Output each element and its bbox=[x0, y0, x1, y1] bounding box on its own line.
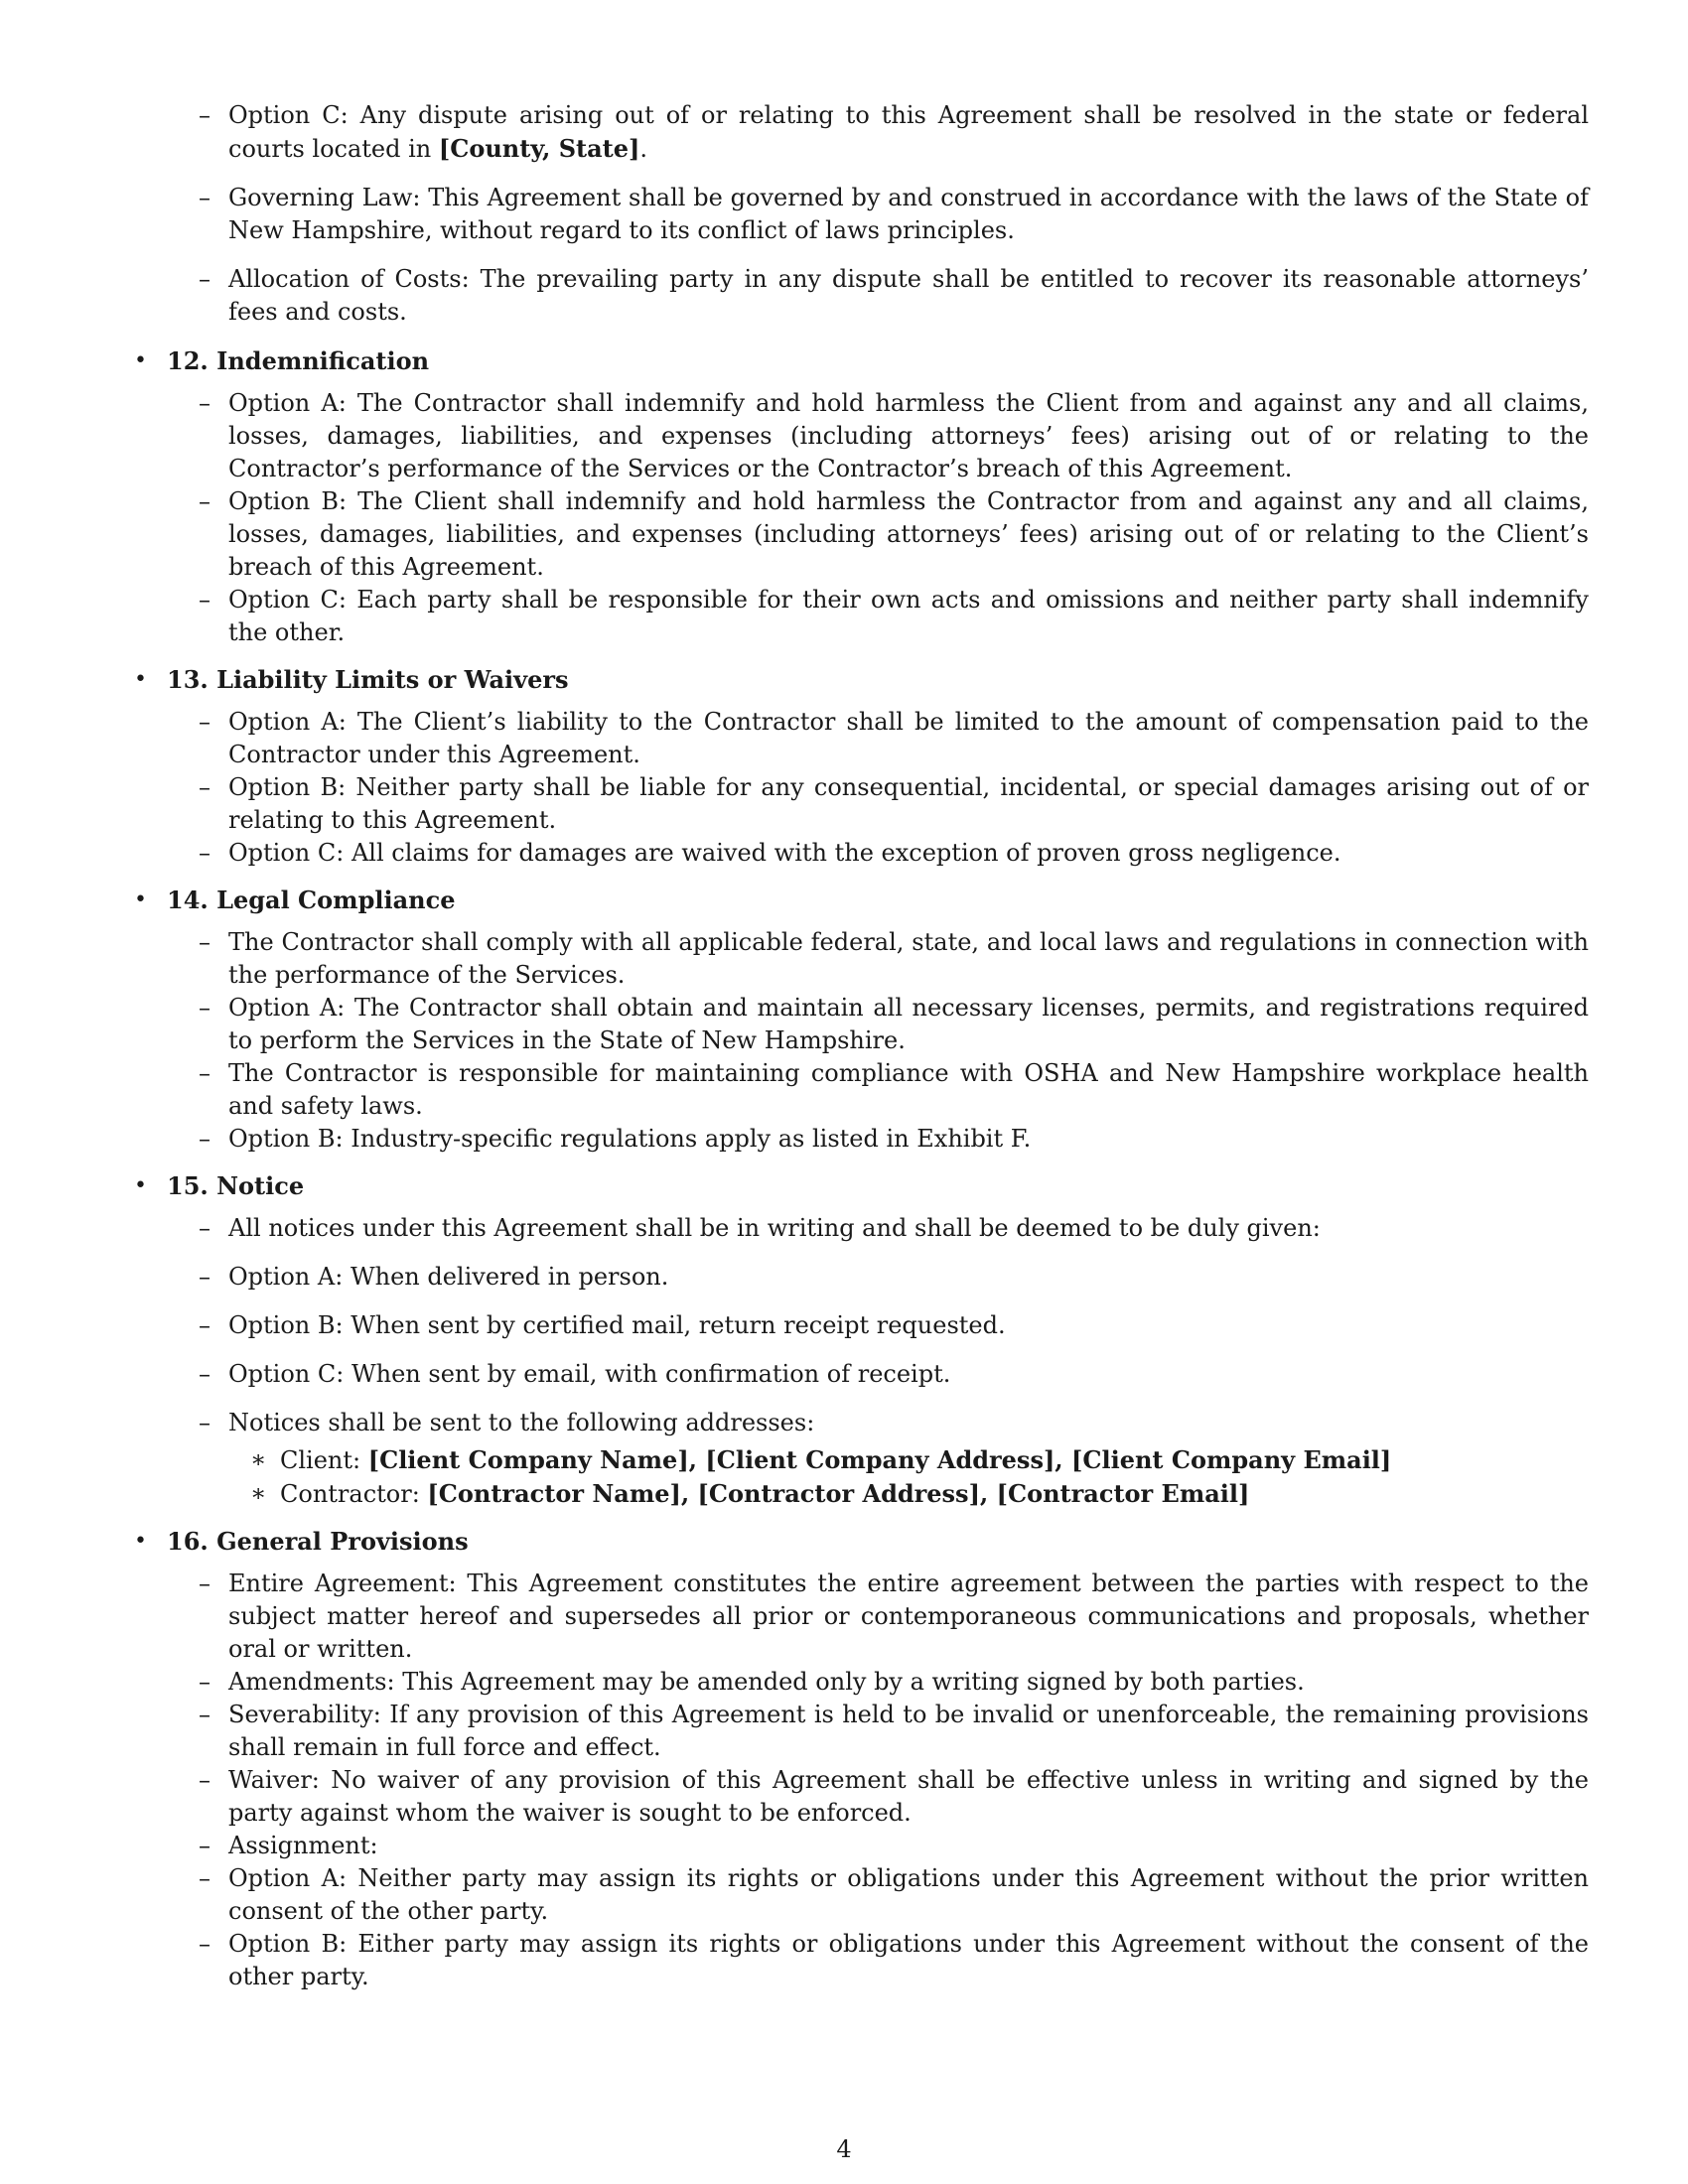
address-list bbox=[228, 1443, 1589, 1511]
dash-marker: – bbox=[199, 184, 211, 211]
list-item: – Option C: Each party shall be responsible for their own acts and omissions and neither party shall indemnify the other. bbox=[199, 586, 1589, 646]
list-item: – All notices under this Agreement shall be in writing and shall be deemed to be duly given: bbox=[199, 1214, 1321, 1242]
list-item: – Governing Law: This Agreement shall be governed by and construed in accordance with the laws of the State of New Hampshire, without regard to its conflict of laws principles. bbox=[199, 184, 1589, 244]
list-item: – Severability: If any provision of this Agreement is held to be invalid or unenforceable, the remaining provisions shall remain in full force and effect. bbox=[199, 1701, 1589, 1761]
list-item: – Amendments: This Agreement may be amended only by a writing signed by both parties. bbox=[199, 1668, 1305, 1696]
list-item: – Option A: The Contractor shall obtain and maintain all necessary licenses, permits, and registrations required to perform the Services in the State of New Hampshire. bbox=[199, 994, 1589, 1054]
list-item: – The Contractor is responsible for maintaining compliance with OSHA and New Hampshire workplace health and safety laws. bbox=[199, 1059, 1589, 1120]
list-item: – The Contractor shall comply with all applicable federal, state, and local laws and regulations in connection with the performance of the Services. bbox=[199, 928, 1589, 989]
list-item: – Option B: Either party may assign its rights or obligations under this Agreement without the consent of the other party. bbox=[199, 1930, 1589, 1990]
list-item: – Option C: When sent by email, with confirmation of receipt. bbox=[199, 1360, 951, 1388]
dash-marker: – bbox=[199, 265, 211, 293]
bullet-marker: • bbox=[134, 667, 147, 692]
section-title: 13. Liability Limits or Waivers bbox=[167, 665, 569, 694]
continued-dispute-items bbox=[134, 99, 1589, 329]
address-client: ∗ Client: [Client Company Name], [Client Company Address], [Client Company Email] bbox=[250, 1445, 1392, 1474]
section-notice bbox=[134, 1169, 1589, 1511]
list-item: – Allocation of Costs: The prevailing party in any dispute shall be entitled to recover its reasonable attorneys’ fees and costs. bbox=[199, 265, 1589, 326]
list-item: – Option C: Any dispute arising out of or relating to this Agreement shall be resolved in the state or federal courts located in [County, State]. bbox=[199, 101, 1589, 163]
list-item: – Option B: When sent by certified mail, return receipt requested. bbox=[199, 1311, 1006, 1339]
placeholder-county-state: [County, State] bbox=[438, 134, 640, 163]
asterisk-marker: ∗ bbox=[250, 1479, 267, 1507]
section-title: 15. Notice bbox=[167, 1171, 305, 1200]
section-title: 16. General Provisions bbox=[167, 1527, 469, 1556]
section-legal-compliance bbox=[134, 884, 1589, 1156]
bullet-marker: • bbox=[134, 1529, 147, 1554]
section-indemnification bbox=[134, 344, 1589, 649]
section-liability-limits bbox=[134, 663, 1589, 870]
list-item: – Option A: Neither party may assign its rights or obligations under this Agreement without the prior written consent of the other party. bbox=[199, 1864, 1589, 1925]
list-item: – Option B: The Client shall indemnify and hold harmless the Contractor from and against any and all claims, losses, damages, liabilities, and expenses (including attorneys’ fees) arising out of or relating to the Client’s breach of this Agreement. bbox=[199, 487, 1589, 581]
list-item: – Waiver: No waiver of any provision of this Agreement shall be effective unless in writing and signed by the party against whom the waiver is sought to be enforced. bbox=[199, 1766, 1589, 1827]
list-item: – Option C: All claims for damages are waived with the exception of proven gross negligence. bbox=[199, 839, 1341, 867]
bullet-marker: • bbox=[134, 887, 147, 912]
asterisk-marker: ∗ bbox=[250, 1445, 267, 1473]
section-general-provisions bbox=[134, 1525, 1589, 1993]
list-item: – Option A: The Client’s liability to the Contractor shall be limited to the amount of compensation paid to the Contractor under this Agreement. bbox=[199, 708, 1589, 768]
bullet-marker: • bbox=[134, 1173, 147, 1198]
bullet-marker: • bbox=[134, 348, 147, 373]
list-item: – Option A: When delivered in person. bbox=[199, 1263, 669, 1291]
list-item: – Option B: Industry-specific regulations apply as listed in Exhibit F. bbox=[199, 1125, 1032, 1153]
list-item: – Assignment: bbox=[199, 1832, 378, 1859]
document-page bbox=[134, 99, 1589, 1993]
list-item: – Entire Agreement: This Agreement constitutes the entire agreement between the parties with respect to the subject matter hereof and supersedes all prior or contemporaneous communications and proposals, whether oral or written. bbox=[199, 1570, 1589, 1663]
list-item: – Notices shall be sent to the following addresses: ∗ Client: [Client Company Name], [Client Company Address], [Client Company Email] ∗ Contractor: [Contractor Name], [Contractor Address], [Contractor Email] bbox=[228, 1407, 1589, 1511]
list-item: – Option B: Neither party shall be liable for any consequential, incidental, or special damages arising out of or relating to this Agreement. bbox=[199, 773, 1589, 834]
dash-marker: – bbox=[199, 101, 211, 129]
address-contractor: ∗ Contractor: [Contractor Name], [Contractor Address], [Contractor Email] bbox=[250, 1479, 1250, 1508]
section-title: 12. Indemnification bbox=[167, 346, 430, 375]
list-item: – Option A: The Contractor shall indemnify and hold harmless the Client from and against any and all claims, losses, damages, liabilities, and expenses (including attorneys’ fees) arising out of or relating to the Contractor’s performance of the Services or the Contractor’s breach of this Agreement. bbox=[199, 389, 1589, 482]
section-title: 14. Legal Compliance bbox=[167, 886, 456, 914]
page-number: 4 bbox=[836, 2135, 852, 2163]
section-list bbox=[134, 344, 1589, 1993]
